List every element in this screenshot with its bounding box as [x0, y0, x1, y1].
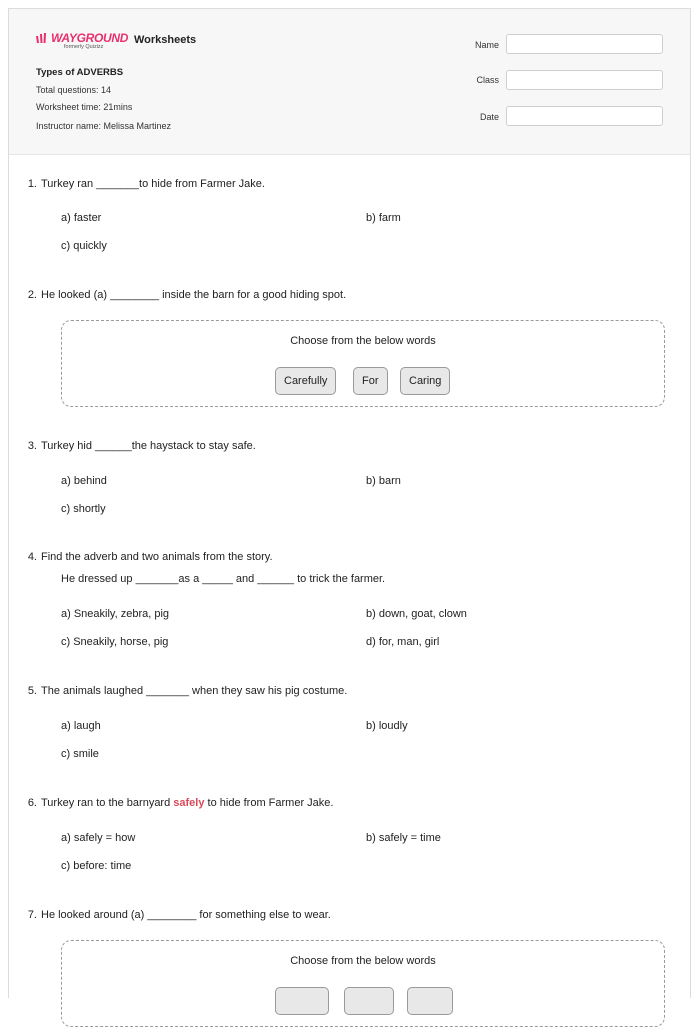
- question-number: 7.: [27, 909, 37, 921]
- question-number: 4.: [27, 551, 37, 563]
- question-text: He looked around (a) ________ for something else to wear.: [41, 909, 331, 921]
- worksheet-header: [9, 9, 690, 155]
- option-5c[interactable]: c) smile: [61, 748, 99, 760]
- logo-wordmark: [36, 31, 128, 45]
- brand-title: Worksheets: [134, 34, 197, 46]
- question-number: 2.: [27, 289, 37, 301]
- option-4b[interactable]: b) down, goat, clown: [366, 608, 467, 620]
- worksheet-time: Worksheet time: 21mins: [36, 102, 133, 112]
- option-3c[interactable]: c) shortly: [61, 503, 106, 515]
- date-label: Date: [479, 112, 499, 122]
- option-6b[interactable]: b) safely = time: [366, 832, 441, 844]
- word-bank-title: Choose from the below words: [290, 335, 436, 347]
- logo-bars-icon: [36, 33, 48, 43]
- highlighted-word: safely: [173, 797, 205, 809]
- word-chip-caring[interactable]: Caring: [400, 367, 450, 395]
- word-chip-1[interactable]: [275, 987, 329, 1015]
- option-1a[interactable]: a) faster: [61, 212, 102, 224]
- option-4c[interactable]: c) Sneakily, horse, pig: [61, 636, 169, 648]
- wayground-logo: [36, 29, 129, 50]
- question-text: The animals laughed _______ when they saw his pig costume.: [41, 685, 348, 697]
- option-4d[interactable]: d) for, man, girl: [366, 636, 440, 648]
- question-4-line-2: He dressed up _______as a _____ and ______ to trick the farmer.: [61, 573, 386, 585]
- word-bank-title: Choose from the below words: [290, 955, 436, 967]
- question-text: Turkey hid ______the haystack to stay safe.: [41, 440, 256, 452]
- option-5a[interactable]: a) laugh: [61, 720, 101, 732]
- question-text: [41, 797, 333, 809]
- word-bank-7: [61, 940, 665, 1027]
- worksheet: [8, 8, 691, 998]
- question-number: 6.: [27, 797, 37, 809]
- option-1b[interactable]: b) farm: [366, 212, 401, 224]
- name-label: Name: [474, 40, 499, 50]
- question-text-start: Turkey ran to the barnyard: [41, 797, 174, 809]
- date-field[interactable]: [506, 106, 663, 126]
- option-3b[interactable]: b) barn: [366, 475, 401, 487]
- worksheet-title: Types of ADVERBS: [36, 67, 124, 78]
- option-1c[interactable]: c) quickly: [61, 240, 107, 252]
- question-number: 1.: [27, 178, 37, 190]
- word-chip-3[interactable]: [407, 987, 453, 1015]
- question-text: He looked (a) ________ inside the barn for a good hiding spot.: [41, 289, 347, 301]
- option-5b[interactable]: b) loudly: [366, 720, 408, 732]
- option-6c[interactable]: c) before: time: [61, 860, 132, 872]
- question-number: 5.: [27, 685, 37, 697]
- total-questions: Total questions: 14: [36, 85, 112, 95]
- word-chip-2[interactable]: [344, 987, 394, 1015]
- class-field[interactable]: [506, 70, 663, 90]
- option-3a[interactable]: a) behind: [61, 475, 107, 487]
- class-label: Class: [476, 75, 499, 85]
- logo-text: WAYGROUND: [51, 31, 129, 45]
- question-number: 3.: [27, 440, 37, 452]
- option-4a[interactable]: a) Sneakily, zebra, pig: [61, 608, 170, 620]
- word-chip-for[interactable]: For: [353, 367, 388, 395]
- word-bank-2: [61, 320, 665, 407]
- question-text: Turkey ran _______to hide from Farmer Jake.: [41, 178, 265, 190]
- word-chip-carefully[interactable]: Carefully: [275, 367, 336, 395]
- question-text-end: to hide from Farmer Jake.: [204, 797, 334, 809]
- logo-subtitle: formerly Quizizz: [64, 44, 104, 50]
- name-field[interactable]: [506, 34, 663, 54]
- question-text: Find the adverb and two animals from the story.: [41, 551, 273, 563]
- instructor-name: Instructor name: Melissa Martinez: [36, 121, 172, 131]
- option-6a[interactable]: a) safely = how: [61, 832, 136, 844]
